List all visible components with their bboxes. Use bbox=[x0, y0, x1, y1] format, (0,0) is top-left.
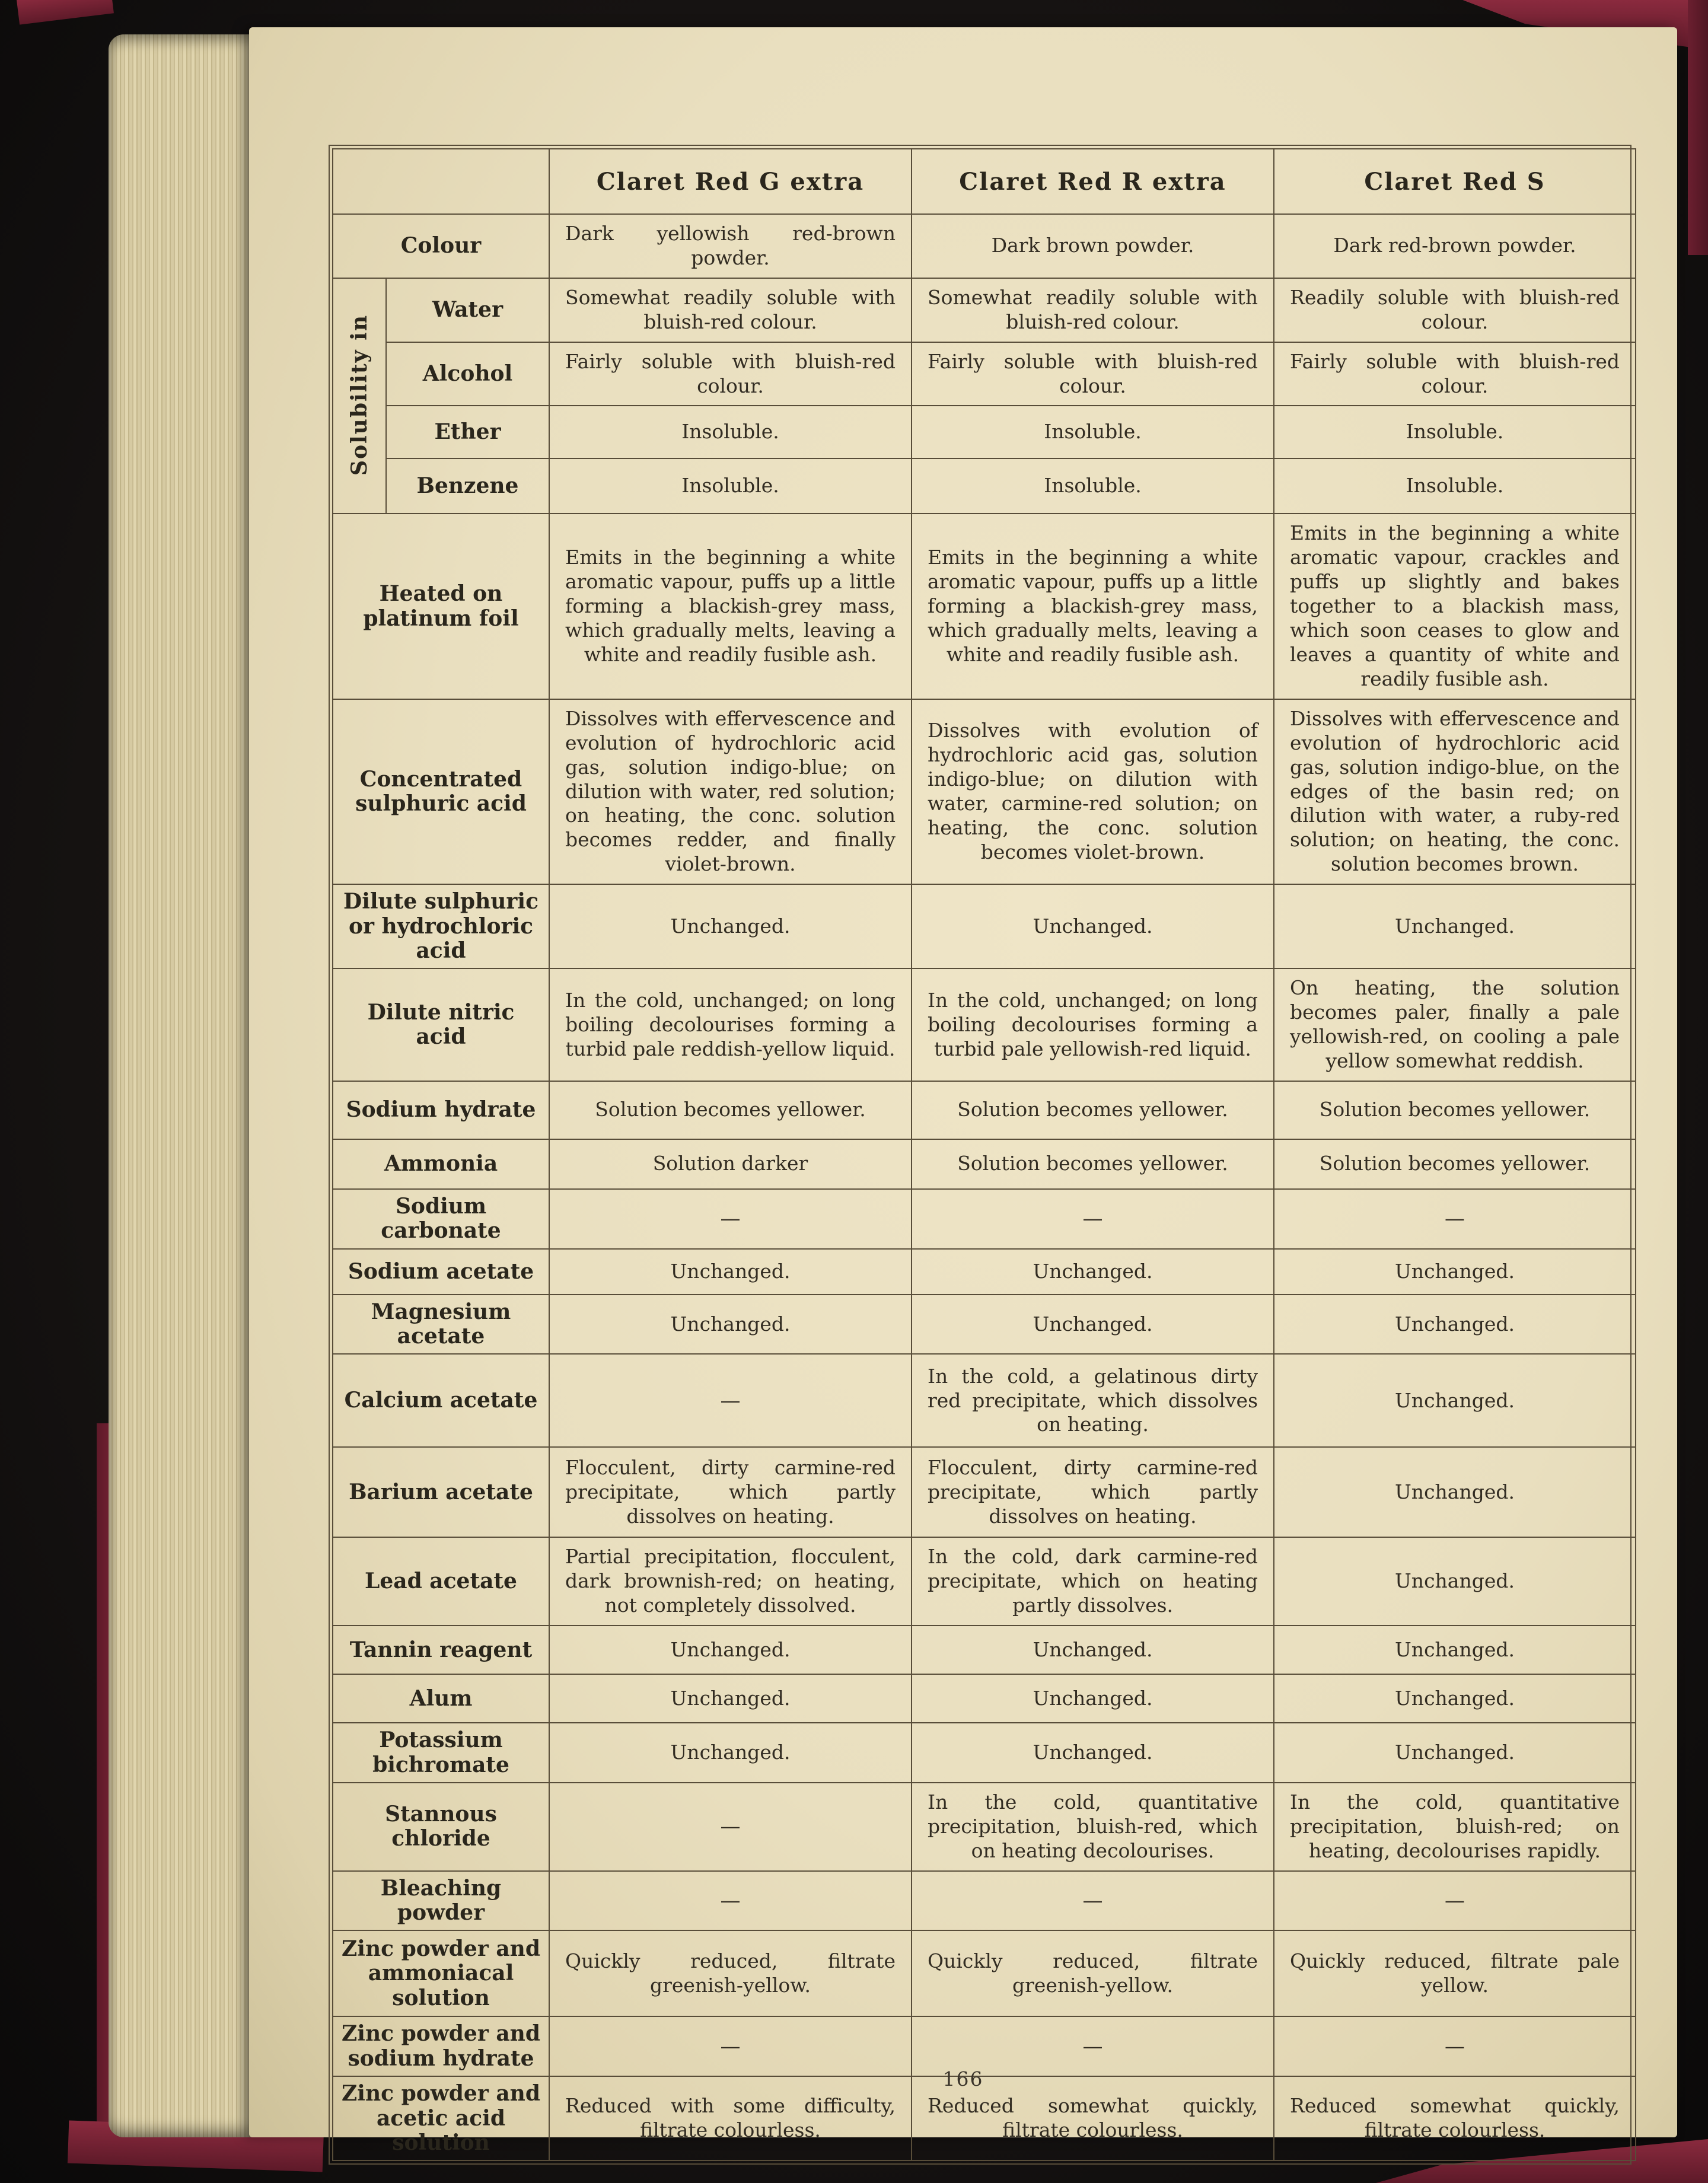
table-cell: Solution darker bbox=[549, 1139, 912, 1189]
table-cell: — bbox=[549, 1189, 912, 1249]
table-cell: Flocculent, dirty carmine-red precipitate, which partly dissolves on heating. bbox=[549, 1447, 912, 1537]
table-row bbox=[333, 1674, 1636, 1723]
row-label: Zinc powder and acetic acid solution bbox=[333, 2076, 549, 2160]
table-cell: Reduced with some difficulty, filtrate colourless. bbox=[549, 2076, 912, 2160]
table-cell: In the cold, quantitative precipitation, bluish-red, which on heating decolourises. bbox=[912, 1783, 1274, 1871]
table-cell: Dissolves with effervescence and evolution of hydrochloric acid gas, solution indigo-blue; on dilution with water, red solution; on heating, the conc. solution becomes redder, and finally violet-brown. bbox=[549, 699, 912, 884]
table-cell: — bbox=[549, 1871, 912, 1931]
table-row bbox=[333, 1354, 1636, 1447]
row-label: Barium acetate bbox=[333, 1447, 549, 1537]
row-label: Alcohol bbox=[386, 342, 549, 406]
table-cell: Unchanged. bbox=[1274, 1674, 1636, 1723]
row-label: Water bbox=[386, 278, 549, 342]
table-cell: — bbox=[912, 1871, 1274, 1931]
table-cell: Unchanged. bbox=[912, 1249, 1274, 1295]
table-cell: Unchanged. bbox=[1274, 1249, 1636, 1295]
table-cell: Insoluble. bbox=[912, 406, 1274, 458]
table-cell: Solution becomes yellower. bbox=[1274, 1139, 1636, 1189]
table-cell: Reduced somewhat quickly, filtrate colourless. bbox=[1274, 2076, 1636, 2160]
table-cell: Solution becomes yellower. bbox=[549, 1081, 912, 1139]
table-row bbox=[333, 1723, 1636, 1783]
table-cell: In the cold, a gelatinous dirty red precipitate, which dissolves on heating. bbox=[912, 1354, 1274, 1447]
table-cell: Dark yellowish red-brown powder. bbox=[549, 214, 912, 278]
table-row bbox=[333, 1930, 1636, 2016]
book-page bbox=[249, 27, 1677, 2156]
table-cell: Unchanged. bbox=[1274, 1537, 1636, 1626]
table-cell: — bbox=[549, 1354, 912, 1447]
row-label: Benzene bbox=[386, 458, 549, 514]
row-label: Ether bbox=[386, 406, 549, 458]
table-cell: Unchanged. bbox=[1274, 1354, 1636, 1447]
row-label: Bleaching powder bbox=[333, 1871, 549, 1931]
table-cell: Unchanged. bbox=[912, 1295, 1274, 1355]
table-cell: — bbox=[549, 2016, 912, 2076]
table-cell: Solution becomes yellower. bbox=[1274, 1081, 1636, 1139]
table-cell: Unchanged. bbox=[1274, 884, 1636, 968]
comparison-table-body bbox=[333, 214, 1636, 2160]
table-row bbox=[333, 1447, 1636, 1537]
table-cell: Unchanged. bbox=[549, 1295, 912, 1355]
table-cell: Fairly soluble with bluish-red colour. bbox=[549, 342, 912, 406]
column-header: Claret Red R extra bbox=[912, 149, 1274, 214]
table-cell: Fairly soluble with bluish-red colour. bbox=[912, 342, 1274, 406]
book-cover-edge bbox=[1688, 0, 1708, 255]
table-frame bbox=[329, 145, 1631, 2165]
solubility-group-label: Solubility in bbox=[347, 314, 372, 476]
table-cell: Unchanged. bbox=[912, 884, 1274, 968]
row-label: Zinc powder and ammoniacal solution bbox=[333, 1930, 549, 2016]
table-row bbox=[333, 214, 1636, 278]
table-cell: Emits in the beginning a white aromatic vapour, puffs up a little forming a blackish-grey mass, which gradually melts, leaving a white and readily fusible ash. bbox=[912, 514, 1274, 699]
row-label: Stannous chloride bbox=[333, 1783, 549, 1871]
table-cell: Insoluble. bbox=[1274, 458, 1636, 514]
table-cell: Somewhat readily soluble with bluish-red colour. bbox=[549, 278, 912, 342]
table-cell: Unchanged. bbox=[549, 1674, 912, 1723]
row-label: Concentrated sulphuric acid bbox=[333, 699, 549, 884]
row-label: Sodium hydrate bbox=[333, 1081, 549, 1139]
table-row bbox=[333, 278, 1636, 342]
row-label: Dilute sulphuric or hydrochloric acid bbox=[333, 884, 549, 968]
table-cell: Unchanged. bbox=[1274, 1626, 1636, 1674]
row-label: Lead acetate bbox=[333, 1537, 549, 1626]
table-cell: Dissolves with effervescence and evolution of hydrochloric acid gas, solution indigo-blue, on the edges of the basin red; on dilution with water, a ruby-red solution; on heating, the conc. solution becomes brown. bbox=[1274, 699, 1636, 884]
row-label: Zinc powder and sodium hydrate bbox=[333, 2016, 549, 2076]
table-cell: Emits in the beginning a white aromatic vapour, puffs up a little forming a blackish-grey mass, which gradually melts, leaving a white and readily fusible ash. bbox=[549, 514, 912, 699]
column-header: Claret Red S bbox=[1274, 149, 1636, 214]
table-cell: On heating, the solution becomes paler, finally a pale yellowish-red, on cooling a pale yellow somewhat reddish. bbox=[1274, 968, 1636, 1081]
page-edges bbox=[109, 34, 258, 2137]
row-label: Calcium acetate bbox=[333, 1354, 549, 1447]
table-cell: Unchanged. bbox=[549, 1723, 912, 1783]
table-row bbox=[333, 1139, 1636, 1189]
table-cell: Readily soluble with bluish-red colour. bbox=[1274, 278, 1636, 342]
table-row bbox=[333, 1871, 1636, 1931]
table-cell: — bbox=[549, 1783, 912, 1871]
table-row bbox=[333, 884, 1636, 968]
table-row bbox=[333, 458, 1636, 514]
table-row bbox=[333, 1626, 1636, 1674]
table-row bbox=[333, 1081, 1636, 1139]
column-header: Claret Red G extra bbox=[549, 149, 912, 214]
table-cell: — bbox=[912, 2016, 1274, 2076]
table-cell: Insoluble. bbox=[1274, 406, 1636, 458]
table-cell: In the cold, dark carmine-red precipitate, which on heating partly dissolves. bbox=[912, 1537, 1274, 1626]
table-cell: Solution becomes yellower. bbox=[912, 1081, 1274, 1139]
row-label: Sodium acetate bbox=[333, 1249, 549, 1295]
header-row bbox=[333, 149, 1636, 214]
row-label: Dilute nitric acid bbox=[333, 968, 549, 1081]
table-cell: Quickly reduced, filtrate greenish-yellow. bbox=[549, 1930, 912, 2016]
table-row bbox=[333, 1537, 1636, 1626]
table-row bbox=[333, 342, 1636, 406]
table-row bbox=[333, 968, 1636, 1081]
table-cell: Unchanged. bbox=[912, 1674, 1274, 1723]
book-cover-edge bbox=[17, 0, 114, 25]
table-cell: Insoluble. bbox=[912, 458, 1274, 514]
table-row bbox=[333, 1783, 1636, 1871]
row-label: Ammonia bbox=[333, 1139, 549, 1189]
table-cell: Insoluble. bbox=[549, 458, 912, 514]
table-cell: Emits in the beginning a white aromatic vapour, crackles and puffs up slightly and bakes together to a blackish mass, which soon ceases to glow and leaves a quantity of white and readily fusible ash. bbox=[1274, 514, 1636, 699]
row-label: Sodium carbonate bbox=[333, 1189, 549, 1249]
table-cell: Unchanged. bbox=[912, 1626, 1274, 1674]
table-cell: Dark brown powder. bbox=[912, 214, 1274, 278]
table-row bbox=[333, 514, 1636, 699]
table-cell: — bbox=[1274, 1189, 1636, 1249]
table-row bbox=[333, 1295, 1636, 1355]
row-label: Potassium bichromate bbox=[333, 1723, 549, 1783]
row-label: Magnesium acetate bbox=[333, 1295, 549, 1355]
table-cell: Somewhat readily soluble with bluish-red colour. bbox=[912, 278, 1274, 342]
table-row bbox=[333, 1249, 1636, 1295]
table-cell: Unchanged. bbox=[1274, 1723, 1636, 1783]
table-cell: Solution becomes yellower. bbox=[912, 1139, 1274, 1189]
table-cell: Unchanged. bbox=[549, 884, 912, 968]
table-cell: Fairly soluble with bluish-red colour. bbox=[1274, 342, 1636, 406]
dye-comparison-table bbox=[332, 148, 1636, 2161]
table-row bbox=[333, 1189, 1636, 1249]
table-cell: In the cold, quantitative precipitation, bluish-red; on heating, decolourises rapidly. bbox=[1274, 1783, 1636, 1871]
table-cell: Unchanged. bbox=[912, 1723, 1274, 1783]
table-row bbox=[333, 406, 1636, 458]
table-row bbox=[333, 699, 1636, 884]
table-cell: Quickly reduced, filtrate greenish-yellow. bbox=[912, 1930, 1274, 2016]
table-cell: In the cold, unchanged; on long boiling decolourises forming a turbid pale reddish-yellow liquid. bbox=[549, 968, 912, 1081]
row-label: Alum bbox=[333, 1674, 549, 1723]
table-cell: — bbox=[1274, 1871, 1636, 1931]
table-cell: Flocculent, dirty carmine-red precipitate, which partly dissolves on heating. bbox=[912, 1447, 1274, 1537]
row-label: Heated on platinum foil bbox=[333, 514, 549, 699]
table-cell: Quickly reduced, filtrate pale yellow. bbox=[1274, 1930, 1636, 2016]
table-cell: Partial precipitation, flocculent, dark brownish-red; on heating, not completely dissolved. bbox=[549, 1537, 912, 1626]
table-cell: Unchanged. bbox=[549, 1626, 912, 1674]
table-cell: In the cold, unchanged; on long boiling decolourises forming a turbid pale yellowish-red liquid. bbox=[912, 968, 1274, 1081]
table-cell: — bbox=[912, 1189, 1274, 1249]
table-cell: Reduced somewhat quickly, filtrate colourless. bbox=[912, 2076, 1274, 2160]
table-cell: Dissolves with evolution of hydrochloric acid gas, solution indigo-blue; on dilution with water, carmine-red solution; on heating, the conc. solution becomes violet-brown. bbox=[912, 699, 1274, 884]
page-number: 166 bbox=[942, 2067, 984, 2090]
row-label: Tannin reagent bbox=[333, 1626, 549, 1674]
table-cell: Dark red-brown powder. bbox=[1274, 214, 1636, 278]
table-cell: Insoluble. bbox=[549, 406, 912, 458]
table-cell: Unchanged. bbox=[549, 1249, 912, 1295]
table-cell: Unchanged. bbox=[1274, 1447, 1636, 1537]
solubility-group-cell bbox=[333, 278, 386, 514]
table-cell: — bbox=[1274, 2016, 1636, 2076]
row-label: Colour bbox=[333, 214, 549, 278]
corner-cell bbox=[333, 149, 549, 214]
table-cell: Unchanged. bbox=[1274, 1295, 1636, 1355]
